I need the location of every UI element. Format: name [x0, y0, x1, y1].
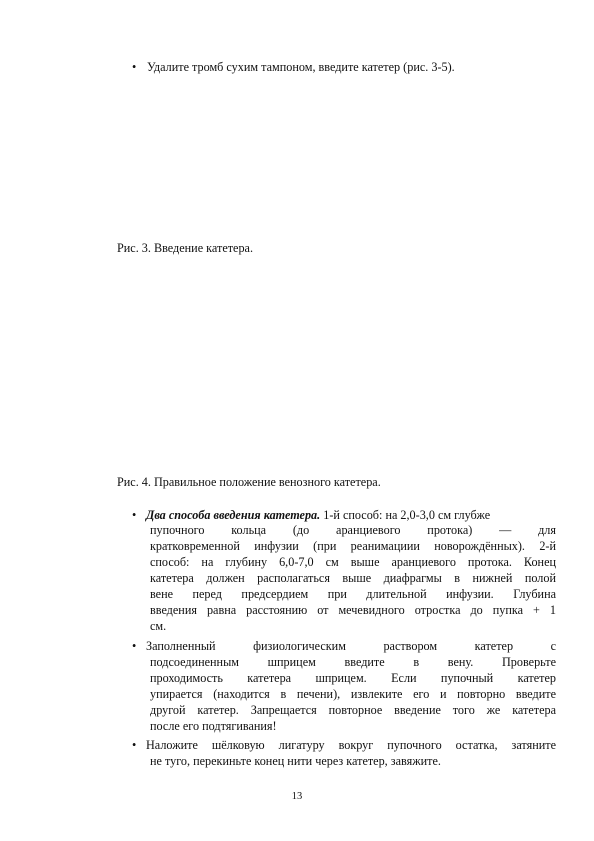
bullet-marker: •: [132, 60, 137, 74]
bullet2-line: другой катетер. Запрещается повторное введение того же катетера: [150, 703, 556, 717]
bullet2-line: подсоединенным шприцем введите в вену. Проверьте: [150, 655, 556, 669]
bullet1-first-line: [146, 507, 556, 523]
bullet1-first-rest: 1-й способ: на 2,0-3,0 см глубже: [320, 508, 491, 522]
bullet-marker: •: [132, 738, 137, 752]
bullet2-line: Заполненный физиологическим раствором катетер с: [146, 639, 556, 653]
first-bullet-text: Удалите тромб сухим тампоном, введите катетер (рис. 3-5).: [147, 60, 455, 74]
bullet3-line: Наложите шёлковую лигатуру вокруг пупочного остатка, затяните: [146, 738, 556, 752]
bullet2-line: после его подтягивания!: [150, 719, 277, 733]
figure-4-caption: Рис. 4. Правильное положение венозного катетера.: [117, 475, 381, 489]
bullet3-line: не туго, перекиньте конец нити через катетер, завяжите.: [150, 754, 441, 768]
bullet1-heading: Два способа введения катетера.: [146, 508, 321, 522]
bullet-marker: •: [132, 639, 137, 653]
bullet2-line: проходимость катетера шприцем. Если пупочный катетер: [150, 671, 556, 685]
figure-3-caption: Рис. 3. Введение катетера.: [117, 241, 254, 255]
page-number: 13: [291, 791, 303, 802]
bullet-marker: •: [132, 508, 137, 522]
bullet1-line: вене перед предсердием при длительной инфузии. Глубина: [150, 587, 556, 601]
bullet2-line: упирается (находится в печени), извлеките его и повторно введите: [150, 687, 556, 701]
bullet1-line: способ: на глубину 6,0-7,0 см выше аранциевого протока. Конец: [150, 555, 556, 569]
bullet1-line: пупочного кольца (до аранциевого протока) — для: [150, 523, 556, 537]
bullet1-line: катетера должен располагаться выше диафрагмы в нижней полой: [150, 571, 556, 585]
bullet1-line: введения равна расстоянию от мечевидного отростка до пупка + 1: [150, 603, 556, 617]
bullet1-line: кратковременной инфузии (при реанимациии новорождённых). 2-й: [150, 539, 556, 553]
bullet1-line: см.: [150, 619, 167, 633]
